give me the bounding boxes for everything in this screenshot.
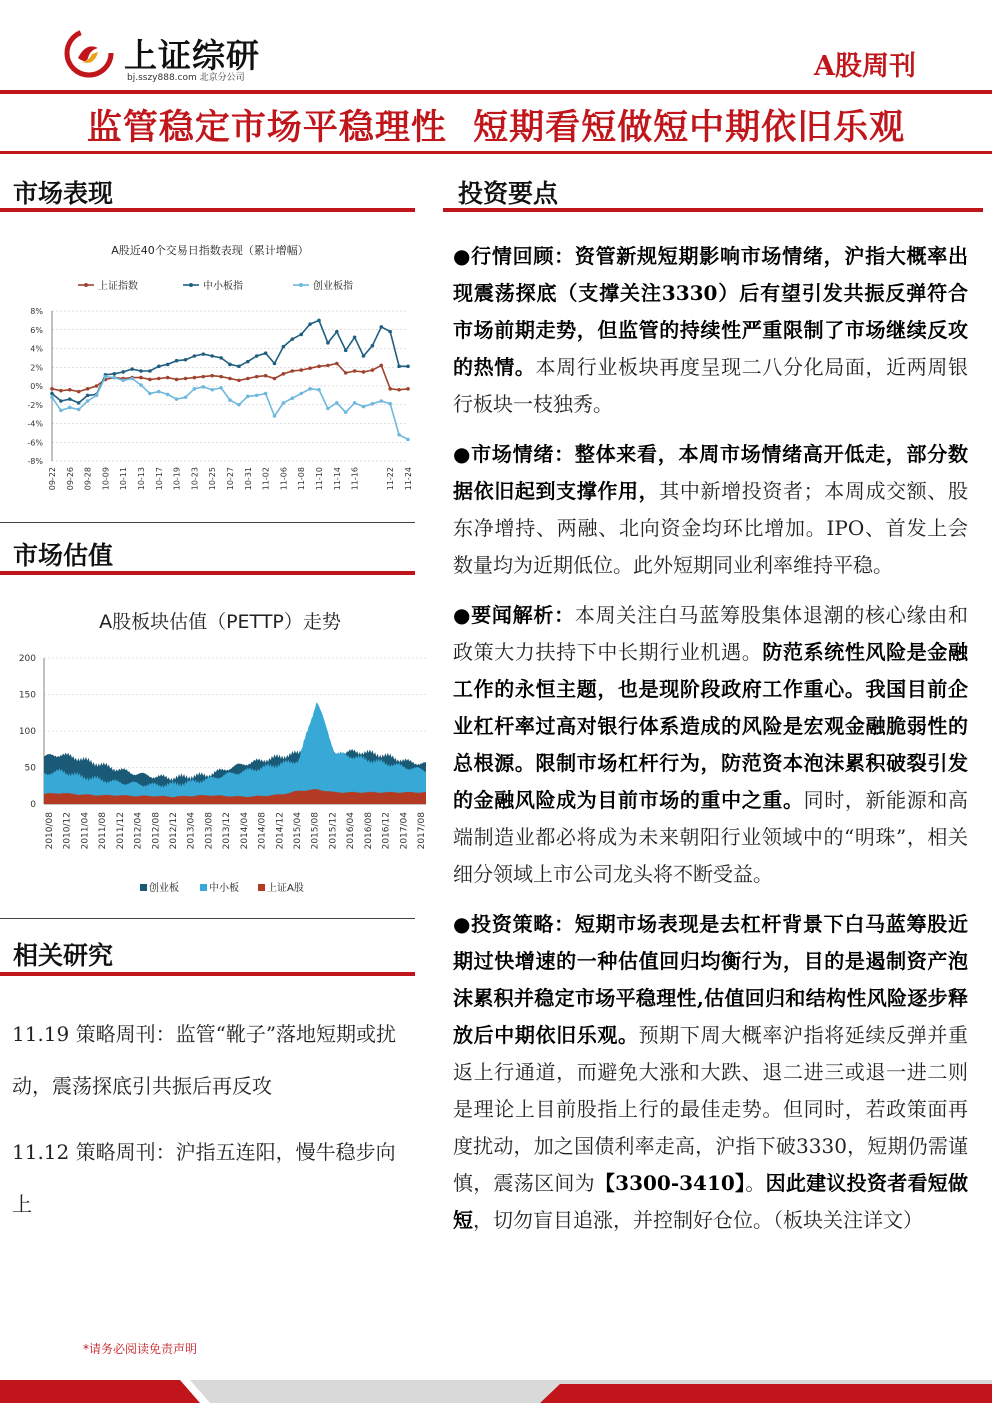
data-point — [139, 369, 143, 373]
data-point — [228, 377, 232, 381]
data-point — [193, 376, 197, 380]
section-title-market-valuation: 市场估值 — [13, 541, 114, 570]
section-divider — [0, 571, 415, 575]
x-tick-label: 10-13 — [137, 467, 146, 491]
chart-legend — [78, 279, 353, 292]
data-point — [326, 364, 330, 368]
data-point — [228, 398, 232, 402]
data-point — [344, 371, 348, 375]
y-tick-label: -2% — [27, 400, 43, 410]
data-point — [219, 375, 223, 379]
data-point — [86, 387, 90, 391]
disclaimer-note[interactable]: *请务必阅读免责声明 — [83, 1342, 198, 1356]
data-point — [86, 394, 90, 398]
y-tick-label: 150 — [18, 690, 36, 701]
legend-label: 创业板指 — [313, 281, 353, 292]
data-point — [273, 377, 277, 381]
data-point — [59, 409, 63, 413]
data-point — [371, 344, 375, 348]
data-point — [255, 375, 259, 379]
data-point — [184, 395, 188, 399]
data-point — [264, 351, 268, 355]
legend-label: 上证A股 — [267, 883, 304, 894]
data-point — [68, 397, 72, 401]
x-tick-label: 10-11 — [119, 467, 129, 491]
y-tick-label: 50 — [24, 763, 36, 774]
data-point — [282, 401, 286, 405]
data-point — [397, 433, 401, 437]
data-point — [291, 369, 295, 373]
footer-bar — [0, 1380, 992, 1403]
data-point — [380, 364, 384, 368]
paragraph-investment-strategy: ●投资策略：短期市场表现是去杠杆背景下白马蓝筹股近期过快增速的一种估值回归均衡行为，目的是遏制资产泡沫累积并稳定市场平稳理性,估值回归和结构性风险逐步释放后中期依旧乐观。预期下周大概率沪指将延续反弹并重返上行通道，而避免大涨和大跌、退二进三或退一进二则是理论上目前股指上行的最佳走势。但同时，若政策面再度扰动，加之国债利率走高，沪指下破3330，短期仍需谨慎，震荡区间为【3300-3410】。因此建议投资者看短做短，切勿盲目追涨，并控制好仓位。（板块关注详文） — [453, 912, 969, 1232]
data-point — [166, 393, 170, 397]
data-point — [264, 374, 268, 378]
data-point — [397, 388, 401, 392]
x-tick-label: 2013/08 — [204, 812, 215, 850]
data-point — [264, 392, 268, 396]
data-point — [246, 360, 250, 364]
data-point — [308, 322, 312, 326]
x-tick-label: 11-16 — [350, 467, 360, 491]
logo-subtitle: bj.sszy888.com 北京分公司 — [127, 73, 245, 83]
series-line — [52, 320, 408, 403]
data-point — [291, 396, 295, 400]
data-point — [130, 367, 134, 371]
data-point — [237, 403, 241, 407]
chart-series — [44, 702, 426, 804]
data-point — [380, 325, 384, 329]
data-point — [175, 359, 179, 363]
y-tick-label: 0 — [30, 800, 36, 810]
section-divider-thin — [0, 522, 415, 523]
legend-label: 创业板 — [149, 883, 179, 894]
data-point — [326, 407, 330, 411]
data-point — [210, 374, 214, 378]
data-point — [299, 368, 303, 372]
y-axis-ticks — [19, 654, 36, 810]
data-point — [210, 388, 214, 392]
x-axis-ticks — [48, 467, 413, 490]
y-axis-ticks — [27, 307, 43, 466]
data-point — [139, 383, 143, 387]
x-tick-label: 2012/08 — [151, 812, 162, 850]
chart-legend — [140, 881, 304, 894]
data-point — [175, 378, 179, 382]
data-point — [335, 330, 339, 334]
data-point — [166, 363, 170, 367]
data-point — [362, 354, 366, 358]
data-point — [317, 319, 321, 323]
data-point — [77, 401, 81, 405]
x-tick-label: 2012/12 — [169, 812, 179, 850]
y-tick-label: -8% — [27, 457, 43, 466]
x-tick-label: 10-25 — [208, 467, 218, 491]
data-point — [113, 376, 117, 380]
data-point — [282, 345, 286, 349]
x-tick-label: 11-22 — [386, 467, 396, 491]
data-point — [184, 358, 188, 362]
data-point — [77, 390, 81, 394]
x-tick-label: 09-22 — [48, 467, 57, 491]
x-tick-label: 11-02 — [261, 467, 271, 491]
x-tick-label: 09-28 — [83, 467, 93, 491]
legend-swatch — [140, 884, 147, 891]
x-tick-label: 11-24 — [404, 467, 413, 491]
company-logo-icon — [64, 28, 114, 78]
data-point — [255, 394, 259, 398]
x-tick-label: 2014/08 — [257, 812, 268, 850]
data-point — [193, 354, 197, 358]
x-tick-label: 2012/04 — [133, 812, 144, 850]
logo-text: 上证综研 — [124, 36, 260, 75]
data-point — [237, 379, 241, 383]
legend-marker — [189, 283, 193, 287]
related-item[interactable]: 11.12 策略周刊：沪指五连阳，慢牛稳步向上 — [12, 1140, 396, 1216]
data-point — [121, 379, 125, 383]
x-tick-label: 10-09 — [101, 467, 111, 491]
legend-label: 中小板指 — [203, 281, 243, 292]
x-tick-label: 10-19 — [172, 467, 182, 491]
data-point — [308, 387, 312, 391]
data-point — [282, 372, 286, 376]
valuation-chart — [0, 600, 430, 910]
data-point — [291, 337, 295, 341]
x-tick-label: 2011/12 — [115, 812, 126, 850]
data-point — [157, 377, 161, 381]
data-point — [317, 365, 321, 369]
data-point — [148, 392, 152, 396]
data-point — [273, 414, 277, 418]
x-axis-ticks — [45, 812, 427, 850]
chart-series — [50, 319, 410, 442]
data-point — [77, 408, 81, 412]
section-divider — [443, 208, 983, 212]
data-point — [193, 387, 197, 391]
legend-marker — [84, 283, 88, 287]
paragraph-market-review: ●行情回顾：资管新规短期影响市场情绪，沪指大概率出现震荡探底（支撑关注3330）后有望引发共振反弹符合市场前期走势，但监管的持续性严重限制了市场继续反攻的热情。本周行业板块再度呈现二八分化局面，近两周银行板块一枝独秀。 — [453, 244, 969, 416]
data-point — [344, 349, 348, 353]
data-point — [371, 368, 375, 372]
y-tick-label: 100 — [18, 727, 36, 737]
data-point — [113, 372, 117, 376]
data-point — [299, 392, 303, 396]
data-point — [326, 341, 330, 345]
related-research-list — [12, 1008, 412, 1230]
x-tick-label: 2016/12 — [381, 812, 392, 850]
data-point — [353, 335, 357, 339]
x-tick-label: 2015/04 — [293, 812, 303, 850]
x-tick-label: 2016/08 — [363, 812, 374, 850]
data-point — [406, 365, 410, 369]
section-title-related-research: 相关研究 — [13, 941, 114, 970]
data-point — [380, 399, 384, 403]
legend-swatch — [200, 884, 207, 891]
data-point — [202, 352, 206, 356]
x-tick-label: 2014/04 — [239, 812, 250, 850]
y-tick-label: -6% — [27, 438, 43, 448]
data-point — [388, 387, 392, 391]
data-point — [95, 384, 99, 388]
data-point — [397, 365, 401, 369]
x-tick-label: 2017/04 — [399, 812, 410, 850]
chart-title: A股近40个交易日指数表现（累计增幅） — [111, 244, 309, 257]
y-tick-label: 0% — [30, 382, 43, 391]
data-point — [388, 330, 392, 334]
x-tick-label: 10-17 — [154, 467, 164, 491]
y-tick-label: 6% — [30, 325, 43, 335]
data-point — [273, 362, 277, 366]
data-point — [406, 387, 410, 391]
y-tick-label: 200 — [18, 654, 36, 664]
x-tick-label: 2016/04 — [346, 812, 357, 850]
data-point — [175, 397, 179, 401]
data-point — [406, 438, 410, 442]
x-tick-label: 2015/12 — [328, 812, 339, 850]
data-point — [86, 399, 90, 403]
investment-points-body — [453, 238, 968, 1252]
data-point — [362, 405, 366, 409]
chart-title: A股板块估值（PETTP）走势 — [99, 611, 341, 633]
data-point — [202, 385, 206, 389]
data-point — [335, 362, 339, 366]
data-point — [228, 363, 232, 367]
data-point — [104, 375, 108, 379]
data-point — [50, 392, 54, 396]
x-tick-label: 09-26 — [65, 467, 75, 491]
data-point — [59, 399, 63, 403]
data-point — [353, 369, 357, 373]
data-point — [362, 370, 366, 374]
section-title-market-performance: 市场表现 — [13, 179, 114, 208]
x-tick-label: 10-23 — [190, 467, 200, 491]
x-tick-label: 2013/04 — [186, 812, 197, 850]
section-divider — [0, 972, 415, 976]
index-performance-chart — [0, 236, 420, 516]
x-tick-label: 2015/08 — [310, 812, 321, 850]
data-point — [148, 378, 152, 382]
x-tick-label: 2017/08 — [417, 812, 427, 850]
page-headline: 监管稳定市场平稳理性 短期看短做短中期依旧乐观 — [86, 107, 906, 148]
data-point — [308, 366, 312, 370]
y-tick-label: 8% — [30, 307, 43, 316]
chart-gridlines — [52, 311, 408, 461]
data-point — [95, 394, 99, 398]
x-tick-label: 11-14 — [332, 467, 342, 491]
data-point — [210, 354, 214, 358]
x-tick-label: 10-27 — [226, 467, 235, 491]
paragraph-market-sentiment: ●市场情绪：整体来看，本周市场情绪高开低走，部分数据依旧起到支撑作用，其中新增投资者；本周成交额、股东净增持、两融、北向资金均环比增加。IPO、首发上会数量均为近期低位。此外短期同业利率维持平稳。 — [453, 442, 969, 577]
data-point — [202, 375, 206, 379]
x-tick-label: 2014/12 — [275, 812, 286, 850]
legend-label: 中小板 — [209, 883, 239, 894]
data-point — [353, 401, 357, 405]
data-point — [246, 395, 250, 399]
data-point — [246, 377, 250, 381]
legend-marker — [299, 283, 303, 287]
data-point — [157, 365, 161, 369]
y-tick-label: 4% — [30, 344, 43, 354]
x-tick-label: 2011/04 — [80, 812, 91, 850]
data-point — [50, 395, 54, 399]
data-point — [344, 410, 348, 414]
x-tick-label: 11-10 — [315, 467, 324, 491]
x-tick-label: 2010/08 — [45, 812, 55, 850]
data-point — [130, 377, 134, 381]
section-divider-thin — [0, 918, 415, 919]
data-point — [219, 386, 223, 390]
x-tick-label: 11-06 — [279, 467, 289, 491]
paragraph-news-analysis: ●要闻解析：本周关注白马蓝筹股集体退潮的核心缘由和政策大力扶持下中长期行业机遇。防范系统性风险是金融工作的永恒主题，也是现阶段政府工作重心。我国目前企业杠杆率过高对银行体系造成的风险是宏观金融脆弱性的总根源。限制市场杠杆行为，防范资本泡沫累积破裂引发的金融风险成为目前市场的重中之重。同时，新能源和高端制造业都必将成为未来朝阳行业领域中的“明珠”，相关细分领域上市公司龙头将不断受益。 — [453, 603, 969, 886]
data-point — [237, 365, 241, 369]
header-divider — [0, 90, 992, 94]
y-tick-label: 2% — [30, 363, 43, 373]
x-tick-label: 11-08 — [297, 467, 307, 491]
related-item[interactable]: 11.19 策略周刊：监管“靴子”落地短期或扰动，震荡探底引共振后再反攻 — [12, 1022, 397, 1098]
legend-swatch — [258, 884, 265, 891]
data-point — [335, 401, 339, 405]
x-tick-label: 2013/12 — [222, 812, 233, 850]
section-divider — [0, 208, 415, 212]
data-point — [59, 389, 63, 393]
data-point — [50, 387, 54, 391]
data-point — [388, 402, 392, 406]
data-point — [317, 388, 321, 392]
data-point — [371, 402, 375, 406]
data-point — [166, 376, 170, 380]
x-tick-label: 2011/08 — [98, 812, 109, 850]
data-point — [157, 390, 161, 394]
data-point — [121, 370, 125, 374]
data-point — [68, 406, 72, 410]
data-point — [255, 354, 259, 358]
data-point — [68, 388, 72, 392]
data-point — [299, 333, 303, 337]
section-title-investment-points: 投资要点 — [458, 179, 559, 208]
publication-type: A股周刊 — [814, 51, 916, 82]
legend-label: 上证指数 — [98, 281, 138, 292]
headline-divider — [0, 151, 992, 154]
data-point — [184, 377, 188, 381]
x-tick-label: 2010/12 — [62, 812, 73, 850]
data-point — [219, 356, 223, 360]
x-tick-label: 10-31 — [243, 467, 253, 491]
data-point — [139, 376, 143, 380]
data-point — [148, 369, 152, 373]
y-tick-label: -4% — [27, 419, 43, 429]
